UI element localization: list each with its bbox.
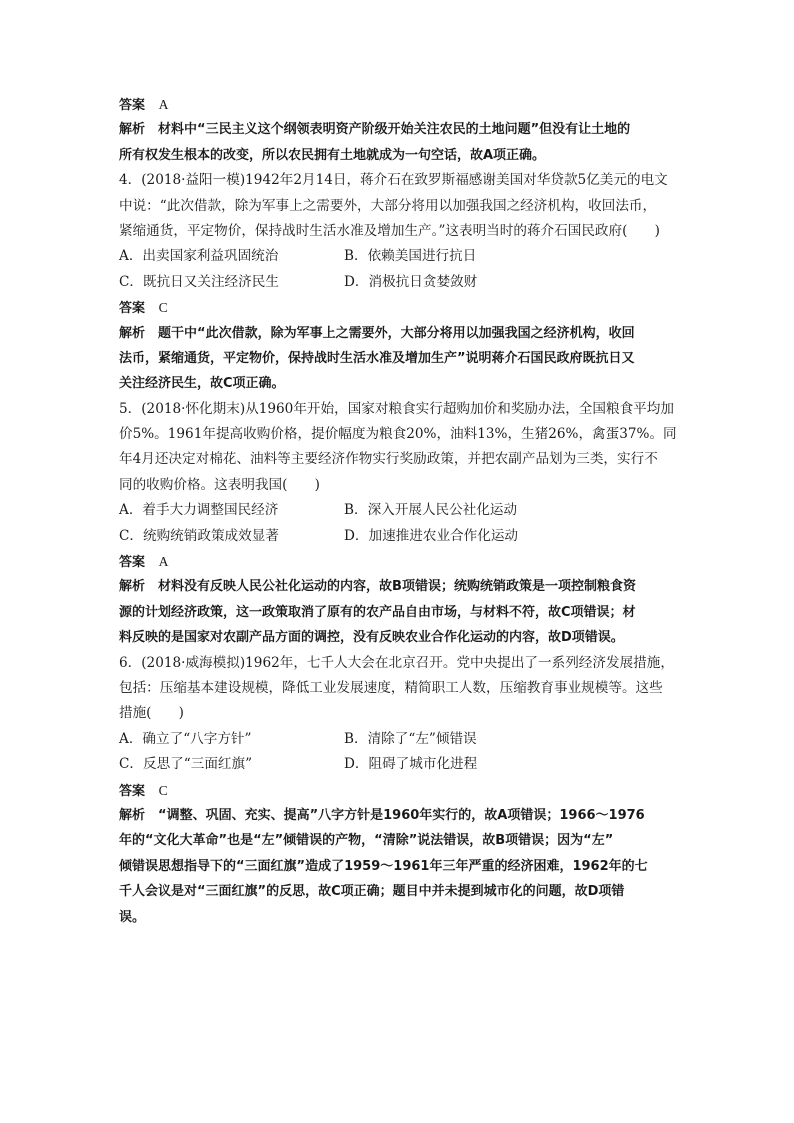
- answer-line: [119, 549, 679, 574]
- analysis-line: [119, 321, 679, 346]
- analysis-text: 倾错误思想指导下的“三面红旗”造成了1959～1961年三年严重的经济困难，1962年的七: [119, 858, 648, 874]
- analysis-label: 解析: [119, 807, 146, 823]
- analysis-label: 解析: [119, 325, 146, 341]
- options-row: [119, 244, 679, 269]
- option-c: C．既抗日又关注经济民生: [119, 273, 279, 290]
- options-row: [119, 727, 679, 752]
- analysis-text: 所有权发生根本的改变，所以农民拥有土地就成为一句空话，故A项正确。: [119, 147, 546, 163]
- answer-label: 答案: [119, 555, 146, 571]
- question-stem: 5．(2018·怀化期末)从1960年开始，国家对粮食实行超购加价和奖励办法，全国粮食平均加: [119, 400, 674, 417]
- question-stem: 中说：“此次借款，除为军事上之需要外，大部分将用以加强我国之经济机构，收回法币，: [119, 197, 657, 214]
- analysis-line: [119, 117, 679, 142]
- analysis-text: 材料中“三民主义这个纲领表明资产阶级开始关注农民的土地问题”但没有让土地的: [158, 122, 631, 138]
- analysis-text: 源的计划经济政策，这一政策取消了原有的农产品自由市场，与材料不符，故C项错误；材: [119, 604, 636, 620]
- analysis-label: 解析: [119, 122, 146, 138]
- options-row: [119, 524, 679, 549]
- analysis-line: [119, 803, 679, 828]
- option-d: D．阻碍了城市化进程: [344, 756, 478, 773]
- answer-line: [119, 92, 679, 117]
- analysis-text: 法币，紧缩通货，平定物价，保持战时生活水准及增加生产”说明蒋介石国民政府既抗日又: [119, 350, 635, 366]
- options-row: [119, 270, 679, 295]
- analysis-text: 材料没有反映人民公社化运动的内容，故B项错误；统购统销政策是一项控制粮食资: [158, 579, 636, 595]
- option-a: A．着手大力调整国民经济: [119, 502, 279, 519]
- question-stem: 紧缩通货，平定物价，保持战时生活水准及增加生产。”这表明当时的蒋介石国民政府( ): [119, 222, 660, 239]
- answer-value: A: [158, 554, 169, 570]
- question-stem: 包括：压缩基本建设规模，降低工业发展速度，精简职工人数，压缩教育事业规模等。这些: [119, 679, 663, 696]
- options-row: [119, 752, 679, 777]
- option-d: D．消极抗日贪婪敛财: [344, 273, 478, 290]
- option-c: C．统购统销政策成效显著: [119, 527, 279, 544]
- answer-value: C: [158, 300, 168, 316]
- answer-line: [119, 295, 679, 320]
- analysis-text: “调整、巩固、充实、提高”八字方针是1960年实行的，故A项错误；1966～1976: [158, 807, 645, 823]
- option-a: A．确立了“八字方针”: [119, 730, 252, 747]
- answer-label: 答案: [119, 301, 146, 317]
- analysis-text: 年的“文化大革命”也是“左”倾错误的产物，“清除”说法错误，故B项错误；因为“左”: [119, 833, 614, 849]
- analysis-text: 误。: [119, 909, 146, 925]
- option-b: B．深入开展人民公社化运动: [344, 502, 518, 519]
- answer-label: 答案: [119, 98, 146, 113]
- analysis-line: [119, 574, 679, 599]
- question-stem: 6．(2018·威海模拟)1962年，七千人大会在北京召开。党中央提出了一系列经济发展措施，: [119, 654, 674, 671]
- analysis-label: 解析: [119, 579, 146, 595]
- question-stem: 4．(2018·益阳一模)1942年2月14日，蒋介石在致罗斯福感谢美国对华贷款5亿美元的电文: [119, 172, 668, 189]
- question-stem: 同的收购价格。这表明我国( ): [119, 476, 320, 493]
- analysis-text: 料反映的是国家对农副产品方面的调控，没有反映农业合作化运动的内容，故D项错误。: [119, 630, 624, 646]
- answer-line: [119, 778, 679, 803]
- question-stem: 价5%。1961年提高收购价格，提价幅度为粮食20%，油料13%，生猪26%，禽蛋37%。同: [119, 426, 677, 443]
- option-d: D．加速推进农业合作化运动: [344, 527, 519, 544]
- document-page: [119, 92, 679, 930]
- answer-value: A: [158, 97, 169, 112]
- answer-label: 答案: [119, 783, 146, 799]
- option-b: B．依赖美国进行抗日: [344, 248, 477, 265]
- question-stem: 年4月还决定对棉花、油料等主要经济作物实行奖励政策，并把农副产品划为三类，实行不: [119, 451, 658, 468]
- option-c: C．反思了“三面红旗”: [119, 756, 253, 773]
- options-row: [119, 498, 679, 523]
- option-b: B．清除了“左”倾错误: [344, 730, 477, 747]
- answer-value: C: [158, 782, 168, 798]
- analysis-text: 题干中“此次借款，除为军事上之需要外，大部分将用以加强我国之经济机构，收回: [158, 325, 635, 341]
- option-a: A．出卖国家利益巩固统治: [119, 248, 279, 265]
- analysis-text: 千人会议是对“三面红旗”的反思，故C项正确；题目中并未提到城市化的问题，故D项错: [119, 884, 625, 900]
- analysis-text: 关注经济民生，故C项正确。: [119, 376, 285, 392]
- question-stem: 措施( ): [119, 705, 184, 722]
